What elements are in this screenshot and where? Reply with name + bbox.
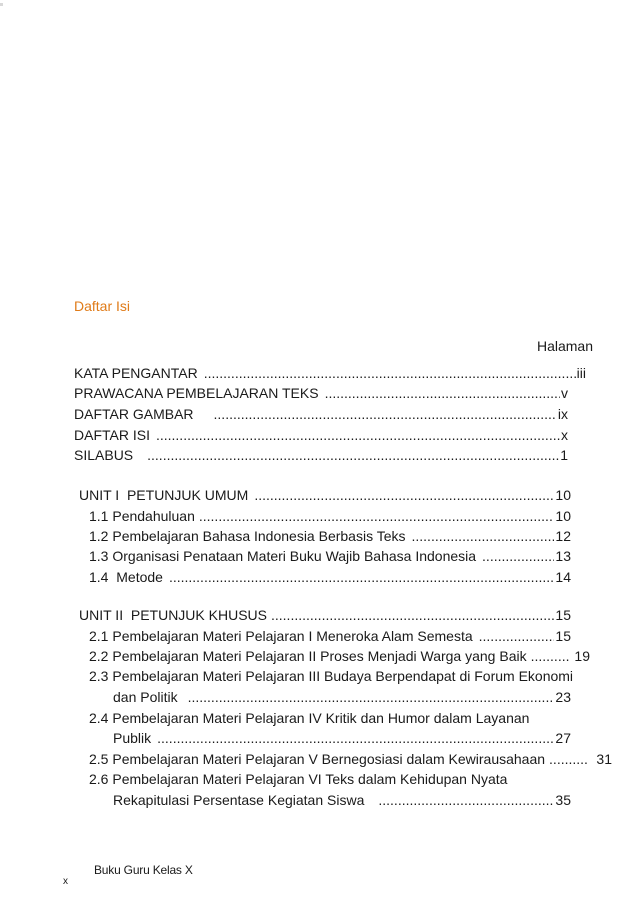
toc-entry-label: 1.1 Pendahuluan <box>89 508 195 524</box>
toc-unit-1[interactable] <box>79 486 571 505</box>
toc-entry-label: 1.2 Pembelajaran Bahasa Indonesia Berbasis Teks <box>89 528 406 544</box>
toc-entry-label-cont: dan Politik <box>113 689 178 705</box>
leader-dots <box>214 405 557 424</box>
toc-entry-2-3[interactable] <box>113 688 571 707</box>
toc-entry-2-5[interactable] <box>89 750 612 769</box>
leader-dots <box>325 384 560 403</box>
toc-entry-page: v <box>561 385 568 401</box>
book-title: Buku Guru Kelas X <box>94 863 193 877</box>
toc-entry-label: 2.5 Pembelajaran Materi Pelajaran V Bernegosiasi dalam Kewirausahaan <box>89 751 546 767</box>
toc-entry-page: 35 <box>555 792 571 808</box>
leader-dots <box>147 446 559 465</box>
leader-dots <box>156 426 560 445</box>
toc-entry-page: 31 <box>596 751 612 767</box>
leader-dots <box>531 647 570 666</box>
page-number: x <box>63 876 68 887</box>
toc-title: Daftar Isi <box>74 298 131 314</box>
toc-entry-label: DAFTAR GAMBAR <box>74 406 194 422</box>
leader-dots <box>199 507 555 526</box>
toc-entry-label: KATA PENGANTAR <box>74 365 198 381</box>
toc-entry-label-cont: Publik <box>113 730 152 746</box>
toc-entry-page: 10 <box>555 508 571 524</box>
toc-entry-label: DAFTAR ISI <box>74 427 150 443</box>
toc-entry-1-2[interactable] <box>89 527 571 546</box>
toc-entry-label: 2.2 Pembelajaran Materi Pelajaran II Proses Menjadi Warga yang Baik <box>89 648 527 664</box>
toc-entry-2-4-label[interactable]: 2.4 Pembelajaran Materi Pelajaran IV Kritik dan Humor dalam Layanan <box>89 710 530 726</box>
leader-dots <box>204 364 576 383</box>
toc-entry-2-2[interactable] <box>89 647 590 666</box>
toc-entry-label-cont: Rekapitulasi Persentase Kegiatan Siswa <box>113 792 365 808</box>
corner-mark <box>0 3 3 6</box>
toc-entry-page: x <box>561 427 568 443</box>
toc-entry-page: 15 <box>555 607 571 623</box>
toc-entry-label: 2.1 Pembelajaran Materi Pelajaran I Meneroka Alam Semesta <box>89 628 473 644</box>
toc-entry-daftar-gambar[interactable] <box>74 405 568 424</box>
toc-entry-2-6[interactable] <box>113 791 571 810</box>
toc-entry-page: 19 <box>574 648 590 664</box>
toc-unit-2[interactable] <box>79 606 571 625</box>
leader-dots <box>169 568 554 587</box>
toc-entry-page: 27 <box>555 730 571 746</box>
leader-dots <box>271 606 554 625</box>
toc-entry-label: UNIT I PETUNJUK UMUM <box>79 487 249 503</box>
toc-entry-label: PRAWACANA PEMBELAJARAN TEKS <box>74 385 319 401</box>
toc-entry-page: 15 <box>555 628 571 644</box>
leader-dots <box>479 627 555 646</box>
toc-entry-1-3[interactable] <box>89 547 571 566</box>
toc-entry-2-6-label[interactable]: 2.6 Pembelajaran Materi Pelajaran VI Teks dalam Kehidupan Nyata <box>89 771 508 787</box>
leader-dots <box>378 791 554 810</box>
toc-entry-2-3-label[interactable]: 2.3 Pembelajaran Materi Pelajaran III Budaya Berpendapat di Forum Ekonomi <box>89 668 574 684</box>
toc-entry-kata-pengantar[interactable] <box>74 364 586 383</box>
leader-dots <box>412 527 555 546</box>
toc-entry-2-4[interactable] <box>113 729 571 748</box>
toc-entry-page: 1 <box>560 447 568 463</box>
toc-entry-page: iii <box>576 365 586 381</box>
toc-entry-1-4[interactable] <box>89 568 571 587</box>
toc-entry-label: SILABUS <box>74 447 134 463</box>
toc-entry-1-1[interactable] <box>89 507 571 526</box>
toc-entry-label: UNIT II PETUNJUK KHUSUS <box>79 607 267 623</box>
toc-entry-label: 1.4 Metode <box>89 569 163 585</box>
leader-dots <box>549 750 587 769</box>
toc-entry-page: 14 <box>555 569 571 585</box>
leader-dots <box>157 729 554 748</box>
toc-entry-page: 23 <box>555 689 571 705</box>
toc-entry-page: 12 <box>555 528 571 544</box>
toc-entry-page: ix <box>557 406 568 422</box>
toc-entry-prawacana[interactable] <box>74 384 568 403</box>
page-column-header: Halaman <box>536 338 593 354</box>
toc-entry-page: 10 <box>555 487 571 503</box>
toc-entry-silabus[interactable] <box>74 446 568 465</box>
toc-entry-daftar-isi[interactable] <box>74 426 568 445</box>
toc-entry-label: 1.3 Organisasi Penataan Materi Buku Wajib Bahasa Indonesia <box>89 548 477 564</box>
leader-dots <box>188 688 555 707</box>
toc-entry-2-1[interactable] <box>89 627 571 646</box>
toc-entry-page: 13 <box>555 548 571 564</box>
leader-dots <box>482 547 554 566</box>
leader-dots <box>254 486 554 505</box>
